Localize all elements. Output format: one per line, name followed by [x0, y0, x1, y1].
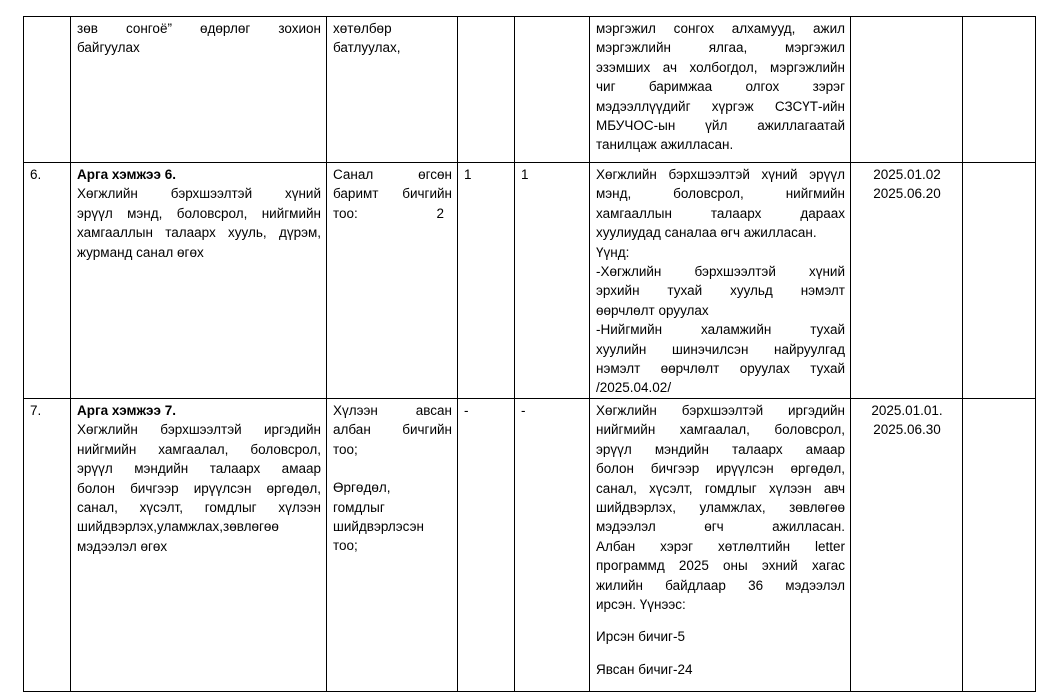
measure-line: санал, хүсэлт, гомдлыг хүлээн	[77, 499, 321, 515]
measure-line: байгуулах	[77, 40, 140, 56]
end-date: 2025.06.20	[873, 186, 941, 202]
measure-title: Арга хэмжээ 7.	[77, 402, 176, 418]
note-cell	[963, 17, 1036, 163]
measure-cell	[71, 17, 327, 163]
result-line: Хөгжлийн бэрхшээлтэй иргэдийн	[596, 402, 845, 418]
result-line: эрүүл мэндийн талаарх амаар	[596, 441, 845, 457]
result-line: жилийн байдлаар 36 мэдээлэл	[596, 577, 845, 593]
indicator-line: гомдлыг	[333, 499, 385, 515]
indicator-cell	[327, 398, 458, 691]
planned-cell: -	[458, 398, 515, 691]
indicator-line: шийдвэрлэсэн	[333, 518, 424, 534]
result-line: мэдээллүүдийг хүргэж СЗСҮТ-ийн	[596, 98, 845, 114]
indicator-line: хөтөлбөр	[333, 21, 392, 36]
result-line: мэдээлэл өгч ажилласан.	[596, 519, 845, 535]
table-row	[24, 398, 1036, 691]
measure-line: хамгааллын талаарх хууль, дүрэм,	[77, 225, 321, 241]
result-line: Албан хэрэг хөтлөлтийн letter	[596, 538, 845, 554]
measure-cell	[71, 163, 327, 399]
indicator-value: 2	[436, 205, 444, 221]
planned-cell: 1	[458, 163, 515, 399]
start-date: 2025.01.01.	[871, 402, 943, 418]
row-number-cell: 7.	[24, 398, 71, 691]
result-line: эрхийн тухай хуульд нэмэлт	[596, 283, 845, 299]
indicator-line: Өргөдөл,	[333, 480, 391, 496]
spacer	[333, 459, 452, 478]
indicator-cell	[327, 163, 458, 399]
result-line: /2025.04.02/	[596, 380, 672, 396]
result-line: шийдвэрлэх, уламжлах, зөвлөгөө	[596, 499, 845, 515]
result-line: мэргэжил сонгох алхамууд, ажил	[596, 21, 845, 36]
row-number-cell: 6.	[24, 163, 71, 399]
indicator-line: батлуулах,	[333, 40, 401, 56]
indicator-line: Санал өгсөн	[333, 167, 452, 182]
spacer	[596, 647, 845, 660]
measure-line: Хөгжлийн бэрхшээлтэй хүний	[77, 186, 321, 202]
date-cell	[851, 398, 963, 691]
measure-title: Арга хэмжээ 6.	[77, 167, 176, 182]
result-line: танилцаж ажилласан.	[596, 137, 734, 153]
result-line: ирсэн. Үүнээс:	[596, 596, 686, 612]
indicator-label: тоо:	[333, 205, 358, 221]
measure-line: болон бичгээр ирүүлсэн өргөдөл,	[77, 480, 321, 496]
date-cell	[851, 163, 963, 399]
result-line: эзэмших ач холбогдол, мэргэжлийн	[596, 59, 845, 75]
result-line: хуулийн шинэчилсэн найруулгад	[596, 341, 845, 357]
measure-line: нийгмийн хамгаалал, боловсрол,	[77, 441, 321, 457]
indicator-line: тоо;	[333, 538, 358, 554]
result-line: Үүнд:	[596, 244, 630, 260]
result-line: Хөгжлийн бэрхшээлтэй хүний эрүүл	[596, 167, 845, 182]
indicator-line: Хүлээн авсан	[333, 402, 452, 418]
table-row	[24, 17, 1036, 163]
indicator-line	[333, 204, 452, 223]
result-line: МБУЧОС-ын үйл ажиллагаатай	[596, 118, 845, 134]
result-line: -Нийгмийн халамжийн тухай	[596, 322, 845, 338]
result-line: мэнд, боловсрол, нийгмийн	[596, 186, 845, 202]
table-row	[24, 163, 1036, 399]
result-cell	[590, 17, 851, 163]
note-cell	[963, 163, 1036, 399]
measure-cell	[71, 398, 327, 691]
measure-line: шийдвэрлэх,уламжлах,зөвлөгөө	[77, 519, 279, 535]
measure-line: эрүүл мэнд, боловсрол, нийгмийн	[77, 205, 321, 221]
result-cell	[590, 398, 851, 691]
measure-line: эрүүл мэндийн талаарх амаар	[77, 461, 321, 477]
result-line: программд 2025 оны эхний хагас	[596, 558, 845, 574]
result-line: Ирсэн бичиг-5	[596, 629, 685, 645]
result-line: нийгмийн хамгаалал, боловсрол,	[596, 422, 845, 438]
note-cell	[963, 398, 1036, 691]
measure-line: мэдээлэл өгөх	[77, 538, 168, 554]
actual-cell: 1	[515, 163, 590, 399]
indicator-line: албан бичгийн	[333, 422, 452, 438]
result-cell	[590, 163, 851, 399]
result-line: мэргэжлийн ялгаа, мэргэжил	[596, 40, 845, 56]
result-line: хуулиудад саналаа өгч ажилласан.	[596, 225, 817, 241]
indicator-line: баримт бичгийн	[333, 186, 452, 202]
start-date: 2025.01.02	[873, 167, 941, 182]
result-line: Явсан бичиг-24	[596, 661, 693, 677]
date-cell	[851, 17, 963, 163]
planned-cell	[458, 17, 515, 163]
result-line: санал, хүсэлт, гомдлыг хүлээн авч	[596, 480, 845, 496]
end-date: 2025.06.30	[873, 422, 941, 438]
result-line: болон бичгээр ирүүлсэн өргөдөл,	[596, 461, 845, 477]
report-table	[23, 16, 1036, 692]
measure-line: зөв сонгоё” өдөрлөг зохион	[77, 21, 321, 36]
measure-line: журманд санал өгөх	[77, 244, 204, 260]
actual-cell	[515, 17, 590, 163]
result-line: хамгааллын талаарх дараах	[596, 205, 845, 221]
result-line: -Хөгжлийн бэрхшээлтэй хүний	[596, 264, 845, 280]
result-line: чиг баримжаа олгох зэрэг	[596, 79, 845, 95]
indicator-cell	[327, 17, 458, 163]
measure-line: Хөгжлийн бэрхшээлтэй иргэдийн	[77, 422, 321, 438]
indicator-line: тоо;	[333, 441, 358, 457]
result-line: өөрчлөлт оруулах	[596, 302, 709, 318]
actual-cell: -	[515, 398, 590, 691]
row-number-cell	[24, 17, 71, 163]
spacer	[596, 614, 845, 627]
result-line: нэмэлт өөрчлөлт оруулах тухай	[596, 361, 845, 377]
